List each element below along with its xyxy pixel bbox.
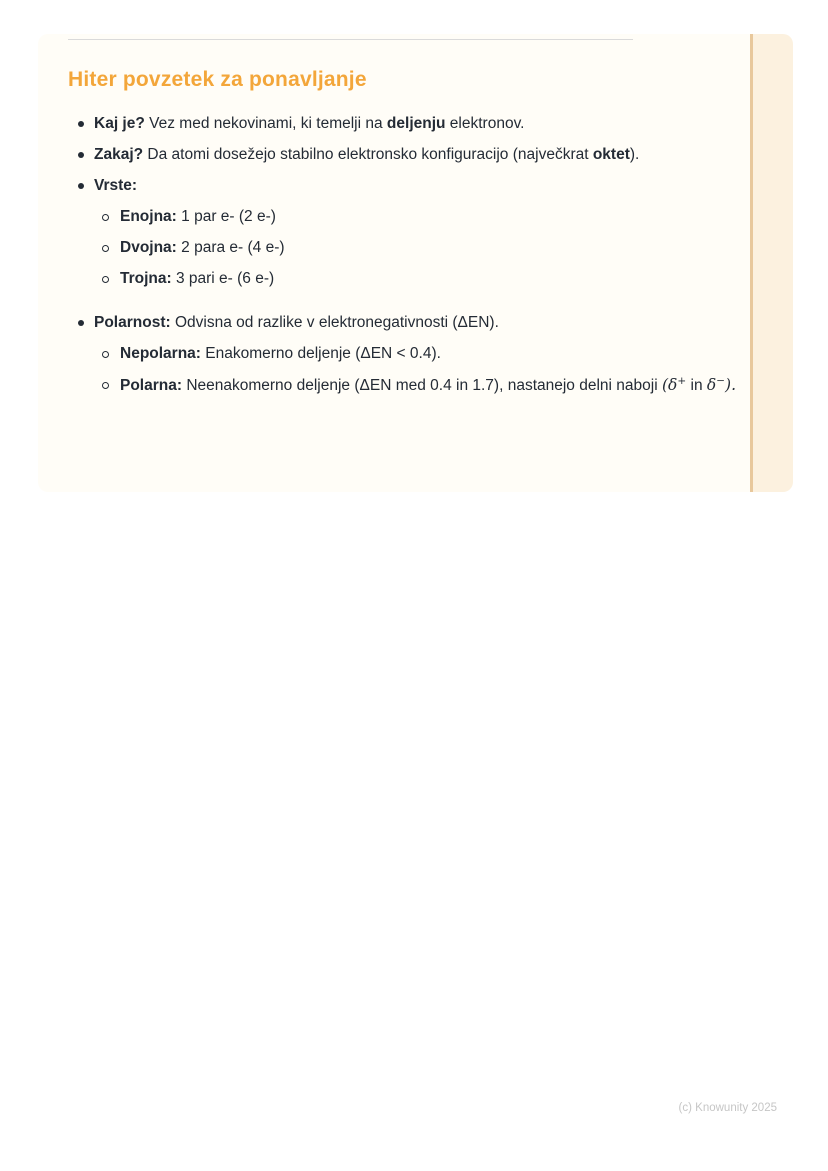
math-paren-open: ( [661,376,669,394]
section-title: Hiter povzetek za ponavljanje [68,68,367,91]
item-label: Polarnost: [94,314,171,331]
list-item-text [94,109,699,139]
bullet-icon [78,121,84,127]
item-bold-word: deljenju [386,115,446,132]
summary-list [68,109,750,401]
item-text: naboji [616,377,662,394]
bullet-icon [78,320,84,326]
card-content [38,34,750,492]
item-text: 1 par e- (2 e-) [176,208,276,225]
item-text: 3 pari e- (6 e-) [171,270,275,287]
vrste-sublist [94,202,750,294]
polarnost-sublist [94,339,750,401]
item-label: Polarna: [120,377,183,394]
item-text: Odvisna od razlike v elektronegativnosti (ΔEN). [170,314,499,331]
math-paren-close: ). [725,376,737,394]
item-text: ). [629,146,640,163]
list-item-text [120,339,740,369]
sublist-item-polarna [94,370,750,401]
item-label: Kaj je? [94,115,145,132]
card-accent-strip [753,34,793,492]
list-item-text [94,171,699,201]
top-divider [68,39,633,40]
superscript-plus: + [677,374,687,387]
item-label: Dvojna: [120,239,177,256]
summary-card [38,34,793,492]
circle-bullet-icon [102,382,109,389]
circle-bullet-icon [102,276,109,283]
superscript-minus: − [716,374,726,387]
bullet-icon [78,152,84,158]
math-notation [662,376,736,394]
list-item-text [120,370,740,401]
sublist-item-trojna [94,264,750,294]
circle-bullet-icon [102,214,109,221]
circle-bullet-icon [102,245,109,252]
item-text: Enakomerno deljenje (ΔEN < 0.4). [200,345,441,362]
item-label: Trojna: [120,270,172,287]
sublist-item-nepolarna [94,339,750,369]
item-text: 2 para e- (4 e-) [176,239,285,256]
item-label: Vrste: [94,177,138,194]
delta-symbol: δ [706,376,717,394]
list-item-text [94,308,699,338]
sublist-item-dvojna [94,233,750,263]
math-conjunction: in [686,377,707,394]
list-item-zakaj [68,140,750,170]
item-text: Vez med nekovinami, ki temelji na [144,115,387,132]
circle-bullet-icon [102,351,109,358]
item-label: Enojna: [120,208,177,225]
delta-symbol: δ [668,376,678,394]
list-item-text [120,202,740,232]
list-item-text [120,264,740,294]
item-text: Da atomi dosežejo stabilno elektronsko konfiguracijo (največkrat [143,146,593,163]
list-item-text [94,140,699,170]
item-label: Zakaj? [94,146,144,163]
bullet-icon [78,183,84,189]
item-text: Neenakomerno deljenje (ΔEN med 0.4 in 1.7), nastanejo delni [182,377,617,394]
list-item-kaj-je [68,109,750,139]
sublist-item-enojna [94,202,750,232]
list-item-polarnost [68,308,750,401]
list-item-text [120,233,740,263]
copyright-text: (c) Knowunity 2025 [678,1102,777,1114]
item-label: Nepolarna: [120,345,201,362]
item-text: elektronov. [445,115,525,132]
delta-charges-expression [616,374,737,394]
list-item-vrste [68,171,750,294]
item-bold-word: oktet [592,146,630,163]
